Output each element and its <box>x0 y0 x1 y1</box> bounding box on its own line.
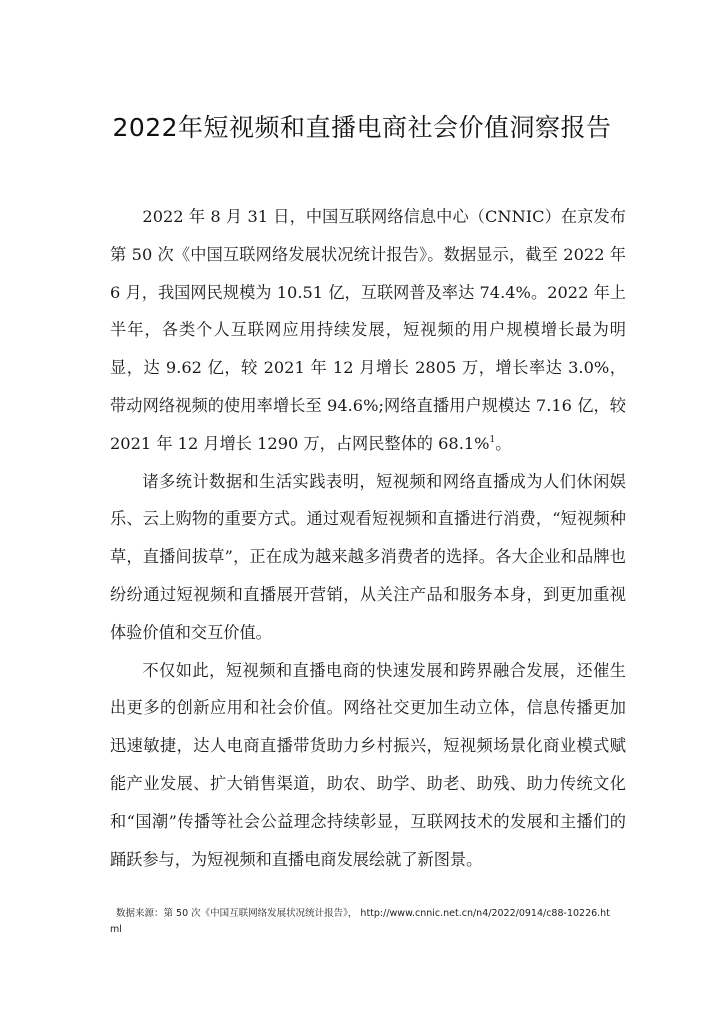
footnote <box>110 906 610 938</box>
paragraph-1-tail: 。 <box>495 433 512 453</box>
document-body <box>110 198 626 878</box>
footnote-label: 数据来源：第 50 次《中国互联网络发展状况统计报告》， <box>116 908 358 919</box>
document-title: 2022年短视频和直播电商社会价值洞察报告 <box>112 113 612 142</box>
paragraph-1 <box>110 198 626 463</box>
paragraph-1-text: 2022 年 8 月 31 日，中国互联网络信息中心（CNNIC）在京发布第 50 次《中国互联网络发展状况统计报告》。数据显示，截至 2022 年 6 月，我国网民规模为 10.51 亿，互联网普及率达 74.4%。2022 年上半年，各类个人互联网应用持续发展，短视频的用户规模增长最为明显，达 9.62 亿，较 2021 年 12 月增长 2805 万，增长率达 3.0%，带动网络视频的使用率增长至 94.6%;网络直播用户规模达 7.16 亿，较 2021 年 12 月增长 1290 万，占网民整体的 68.1% <box>110 207 626 453</box>
footnote-url: http://www.cnnic.net.cn/n4/2022/0914/c88-10226.html <box>110 908 610 935</box>
paragraph-2: 诸多统计数据和生活实践表明，短视频和网络直播成为人们休闲娱乐、云上购物的重要方式。通过观看短视频和直播进行消费，“短视频种草，直播间拔草”，正在成为越来越多消费者的选择。各大企业和品牌也纷纷通过短视频和直播展开营销，从关注产品和服务本身，到更加重视体验价值和交互价值。 <box>110 471 626 642</box>
footnote-reference: 1 <box>489 434 496 445</box>
paragraph-3: 不仅如此，短视频和直播电商的快速发展和跨界融合发展，还催生出更多的创新应用和社会价值。网络社交更加生动立体，信息传播更加迅速敏捷，达人电商直播带货助力乡村振兴，短视频场景化商业模式赋能产业发展、扩大销售渠道，助农、助学、助老、助残、助力传统文化和“国潮”传播等社会公益理念持续彰显，互联网技术的发展和主播们的踊跃参与，为短视频和直播电商发展绘就了新图景。 <box>110 660 626 869</box>
